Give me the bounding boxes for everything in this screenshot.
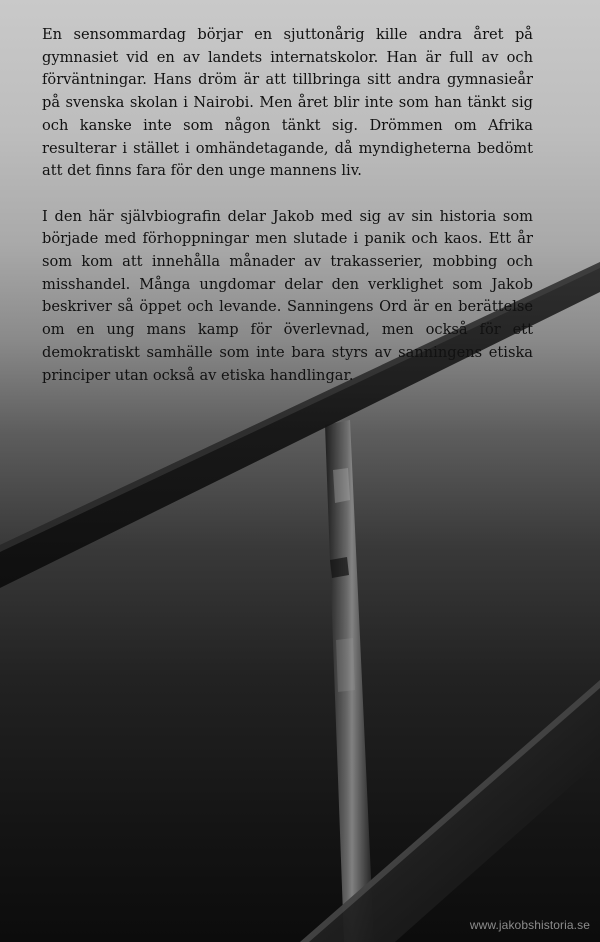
blurb-paragraph-1: En sensommardag börjar en sjuttonårig kille andra året på gymnasiet vid en av landets internatskolor. Han är full av och förväntningar. Hans dröm är att tillbringa sitt andra gymnasieår på svenska skolan i Nairobi. Men året blir inte som han tänkt sig och kanske inte som någon tänkt sig. Drömmen om Afrika resulterar i stället i omhändetagande, då myndigheterna bedömt att det finns fara för den unge mannens liv. — [42, 26, 533, 180]
website-url: www.jakobshistoria.se — [469, 918, 590, 932]
blurb-paragraph-2: I den här självbiografin delar Jakob med sig av sin historia som började med förhoppningar men slutade i panik och kaos. Ett år som kom att innehålla månader av trakasserier, mobbing och misshandel. Många ungdomar delar den verklighet som Jakob beskriver så öppet och levande. Sanningens Ord är en berättelse om en ung mans kamp för överlevnad, men också för ett demokratiskt samhälle som inte bara styrs av sanningens etiska principer utan också av etiska handlingar. — [42, 207, 533, 384]
back-cover-blurb — [42, 24, 533, 387]
